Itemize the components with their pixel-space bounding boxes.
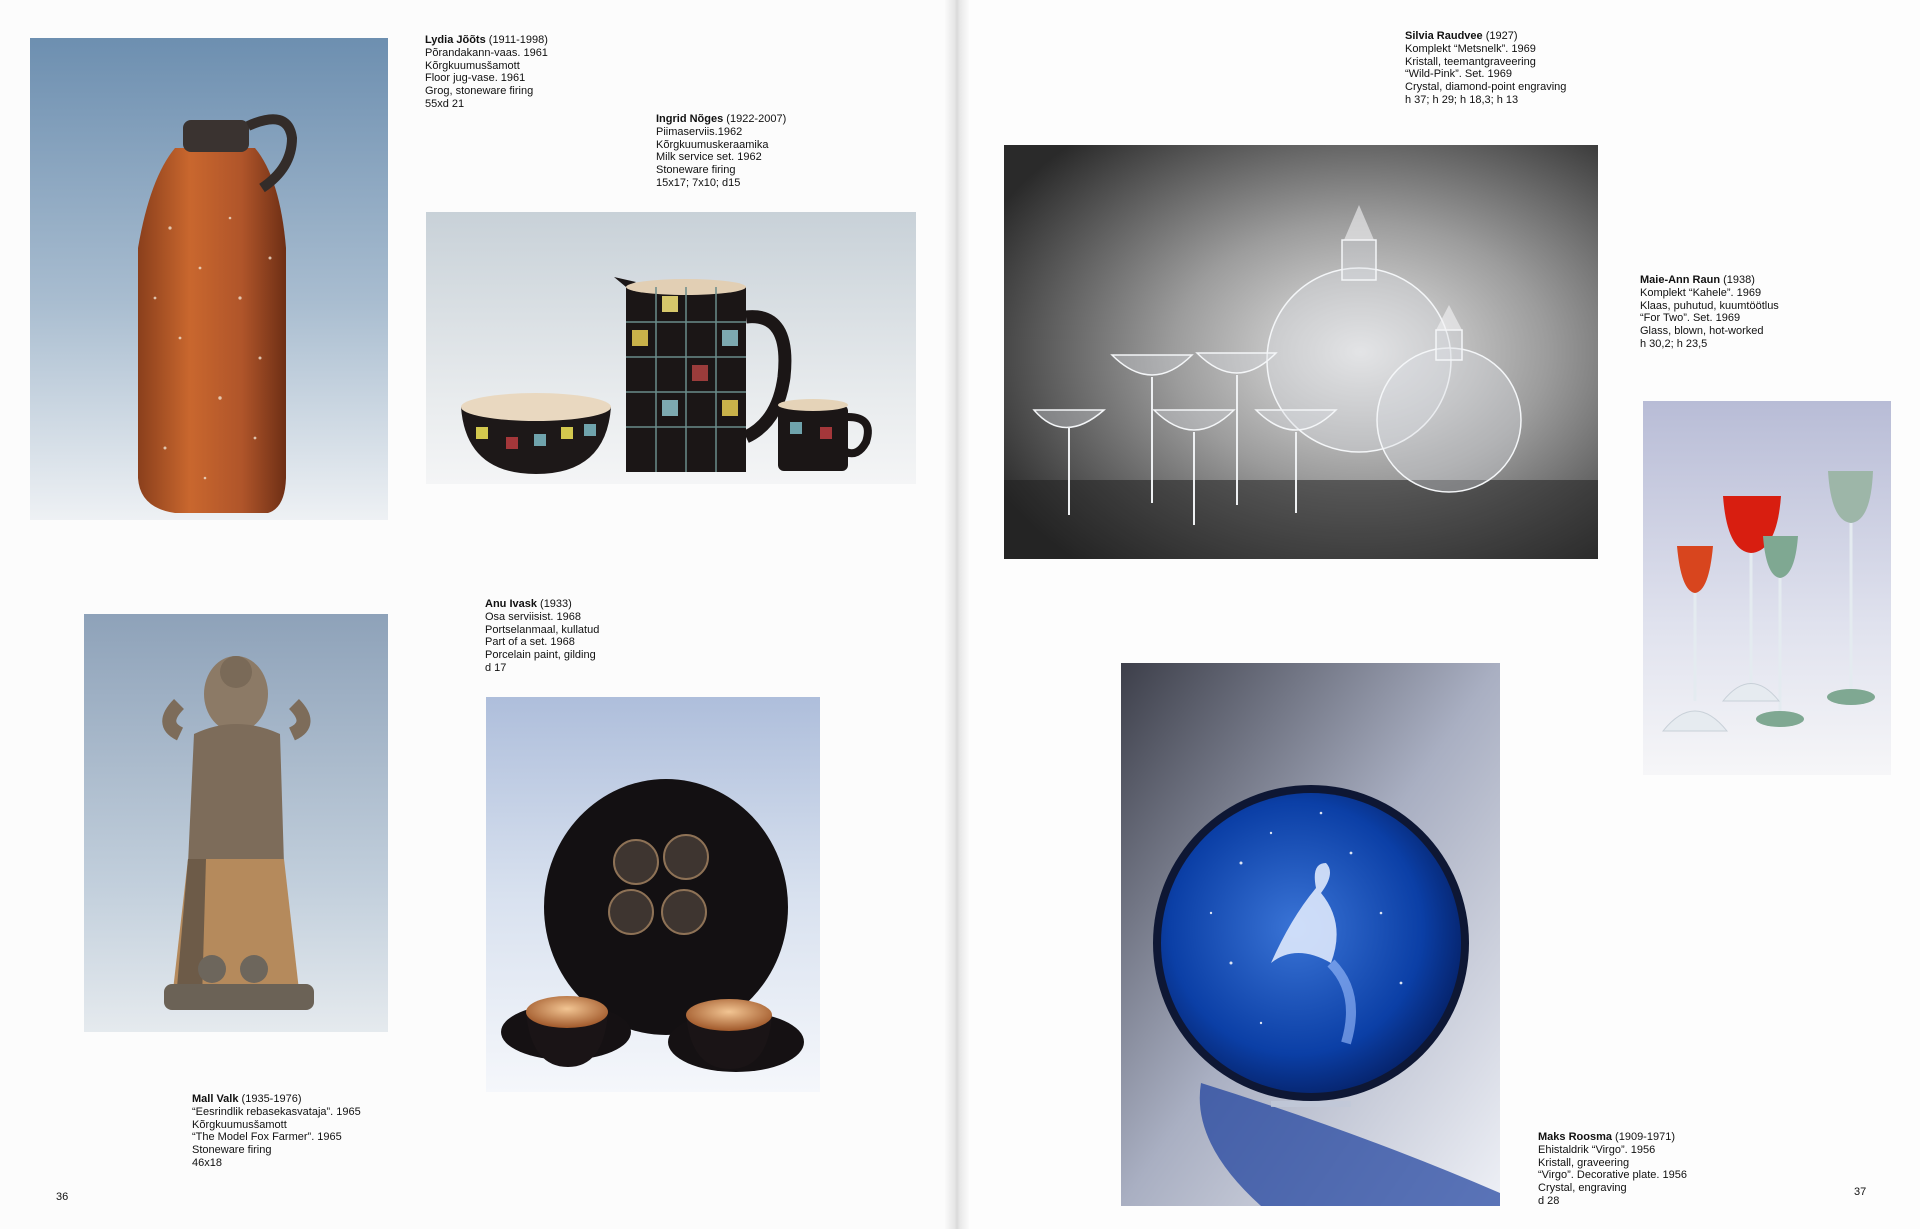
caption-line: Kristall, graveering	[1538, 1156, 1630, 1169]
caption-valk	[192, 1093, 361, 1170]
caption-line: Milk service set. 1962	[656, 151, 762, 164]
caption-line: 46x18	[192, 1156, 222, 1169]
artist-name: Anu Ivask	[485, 598, 537, 610]
caption-line: “Virgo”. Decorative plate. 1956	[1538, 1169, 1687, 1182]
artist-years: (1911-1998)	[488, 34, 548, 46]
caption-line: Komplekt “Kahele”. 1969	[1640, 286, 1762, 299]
caption-raun	[1640, 274, 1779, 351]
photo-for-two-set	[1643, 401, 1891, 775]
artist-years: (1935-1976)	[241, 1093, 302, 1105]
book-gutter	[945, 0, 969, 1229]
caption-line: Klaas, puhutud, kuumtöötlus	[1640, 299, 1779, 312]
artist-years: (1909-1971)	[1615, 1131, 1675, 1143]
caption-noges	[656, 113, 786, 190]
caption-joots	[425, 34, 548, 111]
artist-name: Maie-Ann Raun	[1640, 274, 1721, 286]
caption-line: Kõrgkuumuskeraamika	[656, 138, 769, 151]
artist-name: Silvia Raudvee	[1405, 30, 1483, 42]
photo-milk-service-set	[426, 212, 916, 484]
artist-years: (1927)	[1485, 30, 1518, 42]
page-number-left: 36	[56, 1191, 69, 1203]
caption-line: Osa serviisist. 1968	[485, 610, 581, 623]
caption-line: Crystal, engraving	[1538, 1182, 1627, 1195]
caption-line: Portselanmaal, kullatud	[485, 623, 600, 636]
caption-line: Kõrgkuumusšamott	[425, 59, 520, 72]
caption-line: “Wild-Pink”. Set. 1969	[1405, 68, 1512, 81]
caption-line: Crystal, diamond-point engraving	[1405, 81, 1567, 94]
page-number-right: 37	[1854, 1186, 1867, 1198]
caption-line: Grog, stoneware firing	[425, 85, 534, 98]
caption-line: Ehistaldrik “Virgo”. 1956	[1538, 1143, 1656, 1156]
caption-line: Kõrgkuumusšamott	[192, 1118, 287, 1131]
caption-ivask	[485, 598, 599, 675]
caption-line: Stoneware firing	[192, 1144, 272, 1157]
caption-line: Komplekt “Metsnelk”. 1969	[1405, 42, 1536, 55]
artist-name: Lydia Jõõts	[425, 34, 486, 46]
photo-model-fox-farmer	[84, 614, 388, 1032]
caption-line: Glass, blown, hot-worked	[1640, 325, 1764, 338]
artist-name: Maks Roosma	[1538, 1131, 1612, 1143]
caption-line: “Eesrindlik rebasekasvataja”. 1965	[192, 1105, 361, 1118]
caption-roosma	[1538, 1131, 1687, 1208]
caption-line: Porcelain paint, gilding	[485, 649, 596, 662]
caption-line: “The Model Fox Farmer”. 1965	[192, 1131, 342, 1144]
caption-line: 55xd 21	[425, 97, 465, 110]
caption-line: 15x17; 7x10; d15	[656, 176, 741, 189]
caption-line: h 30,2; h 23,5	[1640, 337, 1708, 350]
caption-line: d 17	[485, 661, 507, 674]
artist-name: Mall Valk	[192, 1093, 239, 1105]
caption-line: Põrandakann-vaas. 1961	[425, 46, 548, 59]
caption-raudvee	[1405, 30, 1566, 107]
caption-line: “For Two”. Set. 1969	[1640, 312, 1741, 325]
photo-porcelain-set	[486, 697, 820, 1092]
photo-floor-jug-vase	[30, 38, 388, 520]
artist-years: (1938)	[1723, 274, 1755, 286]
photo-wild-pink-set	[1004, 145, 1598, 559]
caption-line: d 28	[1538, 1194, 1560, 1207]
caption-line: Stoneware firing	[656, 164, 736, 177]
caption-line: Part of a set. 1968	[485, 636, 575, 649]
caption-line: Floor jug-vase. 1961	[425, 72, 526, 85]
caption-line: h 37; h 29; h 18,3; h 13	[1405, 93, 1519, 106]
artist-years: (1922-2007)	[726, 113, 787, 125]
caption-line: Kristall, teemantgraveering	[1405, 55, 1536, 68]
caption-line: Piimaserviis.1962	[656, 125, 743, 138]
photo-virgo-plate	[1121, 663, 1500, 1206]
artist-years: (1933)	[540, 598, 572, 610]
artist-name: Ingrid Nõges	[656, 113, 724, 125]
